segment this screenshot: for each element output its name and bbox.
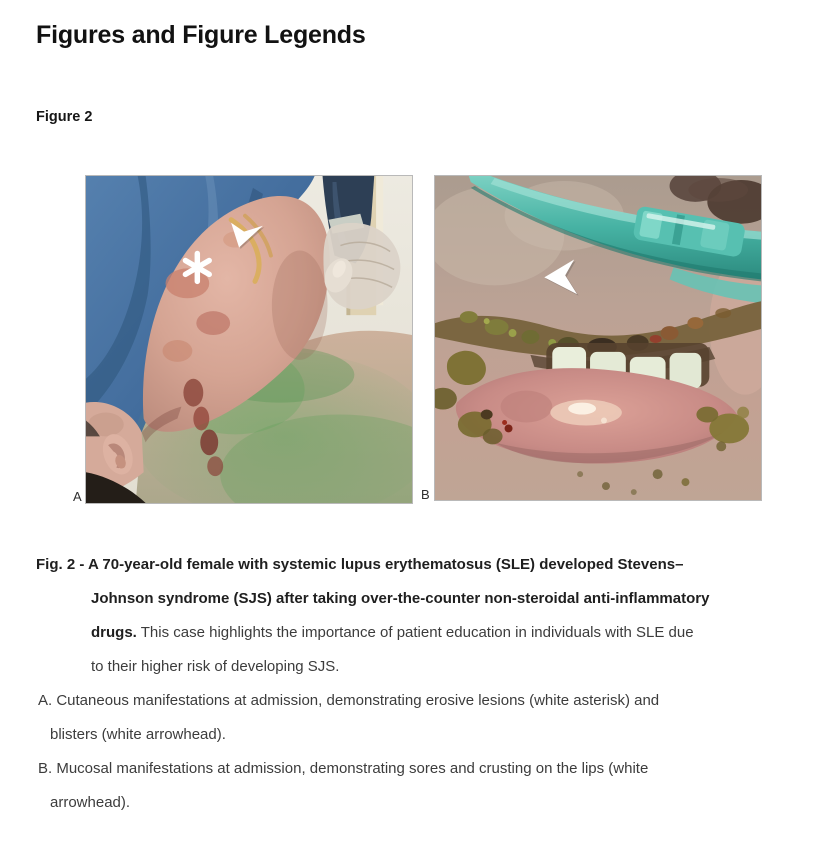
caption-line-1 xyxy=(36,548,796,582)
caption-line-2-bold: Johnson syndrome (SJS) after taking over-the-counter non-steroidal anti-inflammatory xyxy=(91,590,710,607)
caption-line-3-bold: drugs. xyxy=(91,624,137,641)
legend-item-b-line-1: B. Mucosal manifestations at admission, demonstrating sores and crusting on the lips (white xyxy=(38,760,649,777)
figure-caption xyxy=(36,548,796,820)
caption-line-4-regular: to their higher risk of developing SJS. xyxy=(91,658,340,675)
panel-a-letter: A xyxy=(73,489,82,504)
caption-line-4 xyxy=(36,650,796,684)
caption-line-2 xyxy=(36,582,796,616)
legend-item-a-line-1: A. Cutaneous manifestations at admission, demonstrating erosive lesions (white asterisk) and xyxy=(38,692,660,709)
page-title: Figures and Figure Legends xyxy=(36,21,366,49)
figure-heading: Figure 2 xyxy=(36,109,93,125)
caption-line-3 xyxy=(36,616,796,650)
figure-panel-b xyxy=(434,175,762,501)
figure-panel-a xyxy=(85,175,413,504)
caption-line-1-bold: Fig. 2 - A 70-year-old female with systemic lupus erythematosus (SLE) developed Stevens– xyxy=(36,556,684,573)
caption-line-3-regular: This case highlights the importance of patient education in individuals with SLE due xyxy=(136,624,694,641)
legend-item-a-line-2: blisters (white arrowhead). xyxy=(50,726,226,743)
panel-a-photo xyxy=(86,176,412,503)
legend-item-b-line-2: arrowhead). xyxy=(50,794,131,811)
panel-b-photo xyxy=(435,176,761,500)
panel-b-letter: B xyxy=(421,487,430,502)
